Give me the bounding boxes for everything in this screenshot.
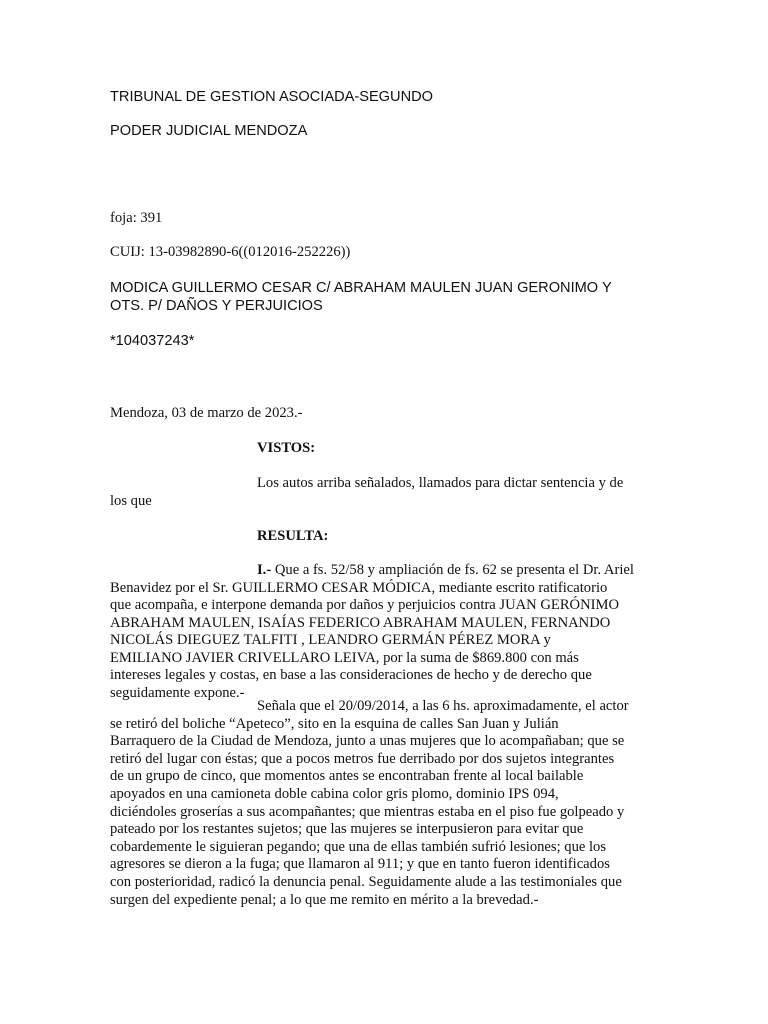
- paragraph-line: que acompaña, e interpone demanda por daños y perjuicios contra JUAN GERÓNIMO: [110, 597, 620, 613]
- paragraph-line: apoyados en una camioneta doble cabina color gris plomo, dominio IPS 094,: [110, 785, 559, 802]
- paragraph-line: NICOLÁS DIEGUEZ TALFITI , LEANDRO GERMÁN PÉREZ MORA y: [110, 632, 551, 648]
- paragraph-1-first-text: Que a fs. 52/58 y ampliación de fs. 62 se presenta el Dr. Ariel: [271, 562, 634, 578]
- vistos-heading: VISTOS:: [257, 440, 316, 456]
- paragraph-line: surgen del expediente penal; a lo que me remito en mérito a la brevedad.-: [110, 891, 539, 908]
- paragraph-line: intereses legales y costas, en base a las consideraciones de hecho y de derecho que: [110, 667, 592, 683]
- vistos-text-line-1: Los autos arriba señalados, llamados para dictar sentencia y de: [257, 475, 624, 491]
- foja-number: foja: 391: [110, 210, 163, 226]
- paragraph-2-first-line: Señala que el 20/09/2014, a las 6 hs. aproximadamente, el actor: [257, 698, 629, 714]
- paragraph-line: ABRAHAM MAULEN, ISAÍAS FEDERICO ABRAHAM MAULEN, FERNANDO: [110, 614, 611, 631]
- paragraph-line: con posterioridad, radicó la denuncia penal. Seguidamente alude a las testimoniales que: [110, 873, 622, 890]
- paragraph-line: pateado por los restantes sujetos; que las mujeres se interpusieron para evitar que: [110, 821, 584, 838]
- paragraph-line: se retiró del boliche “Apeteco”, sito en la esquina de calles San Juan y Julián: [110, 715, 559, 732]
- case-title-line-1: MODICA GUILLERMO CESAR C/ ABRAHAM MAULEN JUAN GERONIMO Y: [110, 280, 612, 296]
- case-title-line-2: OTS. P/ DAÑOS Y PERJUICIOS: [110, 298, 323, 314]
- paragraph-line: seguidamente expone.-: [110, 684, 245, 701]
- cuij-number: CUIJ: 13-03982890-6((012016-252226)): [110, 244, 351, 260]
- paragraph-line: de un grupo de cinco, que momentos antes se encontraban frente al local bailable: [110, 768, 584, 785]
- tribunal-header: TRIBUNAL DE GESTION ASOCIADA-SEGUNDO: [110, 89, 434, 105]
- paragraph-line: retiró del lugar con éstas; que a pocos metros fue derribado por dos sujetos integrantes: [110, 750, 615, 767]
- paragraph-line: Barraquero de la Ciudad de Mendoza, junto a unas mujeres que lo acompañaban; que se: [110, 733, 625, 750]
- paragraph-line: cobardemente le siguieran pegando; que una de ellas también sufrió lesiones; que los: [110, 838, 607, 855]
- paragraph-1-marker: I.-: [257, 562, 272, 578]
- poder-judicial-header: PODER JUDICIAL MENDOZA: [110, 123, 308, 139]
- resulta-heading: RESULTA:: [257, 528, 329, 544]
- paragraph-line: Benavidez por el Sr. GUILLERMO CESAR MÓDICA, mediante escrito ratificatorio: [110, 579, 608, 596]
- vistos-text-line-2: los que: [110, 493, 152, 509]
- barcode-number: *104037243*: [110, 333, 195, 349]
- paragraph-line: diciéndoles groserías a sus acompañantes; que mientras estaba en el piso fue golpeado y: [110, 803, 625, 820]
- paragraph-line: EMILIANO JAVIER CRIVELLARO LEIVA, por la suma de $869.800 con más: [110, 649, 579, 666]
- paragraph-1-first-line: [257, 561, 634, 579]
- document-date: Mendoza, 03 de marzo de 2023.-: [110, 405, 303, 421]
- paragraph-line: agresores se dieron a la fuga; que llamaron al 911; y que en tanto fueron identificados: [110, 856, 610, 873]
